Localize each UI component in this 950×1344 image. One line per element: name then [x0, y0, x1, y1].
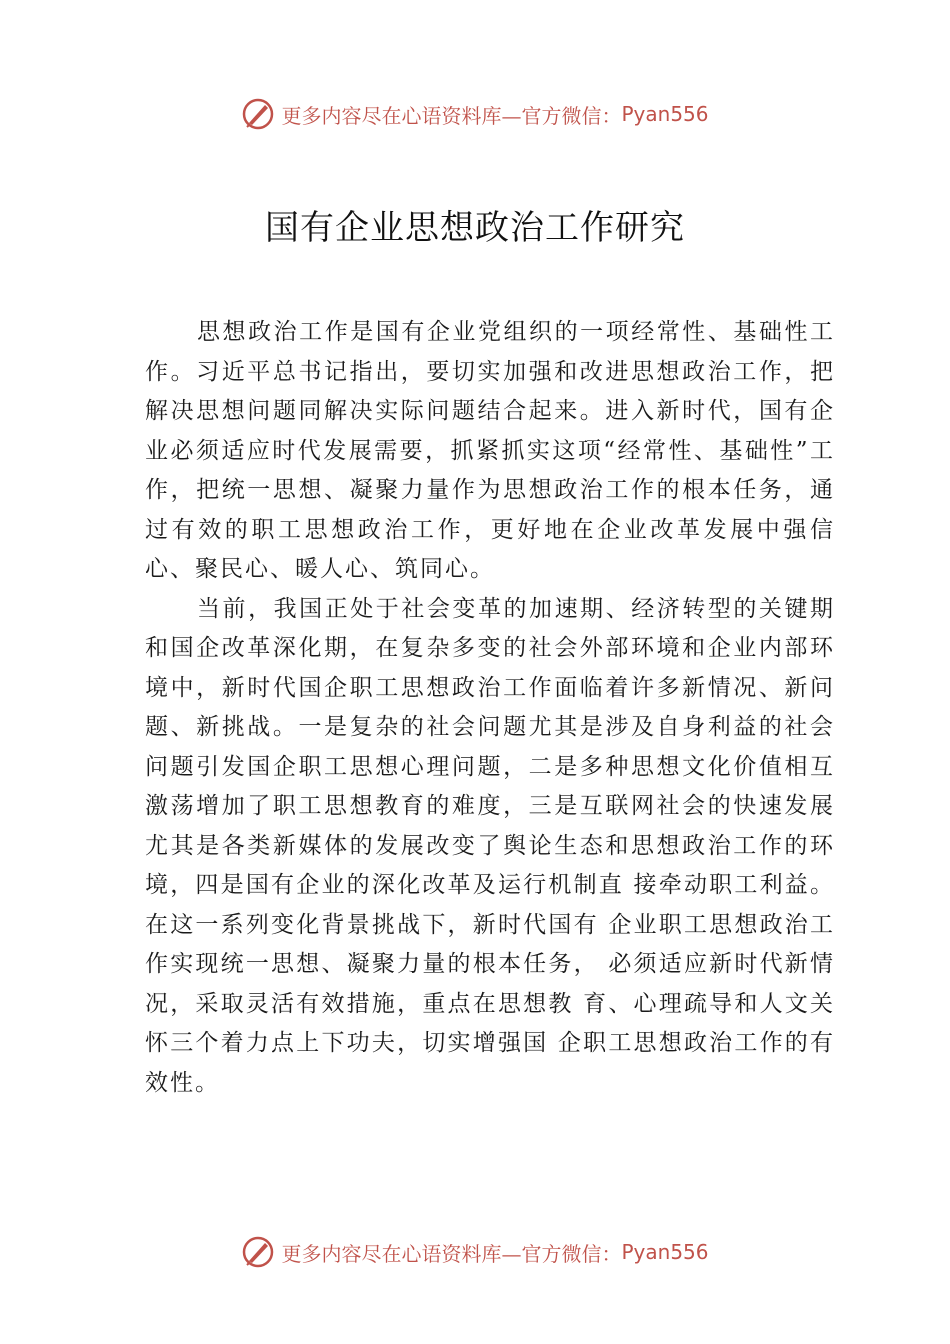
quill-logo-icon [241, 1235, 275, 1269]
header-wechat-id: Pyan556 [621, 102, 709, 126]
footer-banner [0, 1232, 950, 1272]
document-body [145, 313, 835, 1103]
header-banner-text: 更多内容尽在心语资料库—官方微信： [281, 103, 622, 128]
paragraph-2: 当前，我国正处于社会变革的加速期、经济转型的关键期和国企改革深化期，在复杂多变的社会外部环境和企业内部环境中，新时代国企职工思想政治工作面临着许多新情况、新问题、新挑战。一是复杂的社会问题尤其是涉及自身利益的社会问题引发国企职工思想心理问题，二是多种思想文化价值相互激荡增加了职工思想教育的难度，三是互联网社会的快速发展尤其是各类新媒体的发展改变了舆论生态和思想政治工作的环境，四是国有企业的深化改革及运行机制直 接牵动职工利益。在这一系列变化背景挑战下，新时代国有 企业职工思想政治工作实现统一思想、凝聚力量的根本任务， 必须适应新时代新情况，采取灵活有效措施，重点在思想教 育、心理疏导和人文关怀三个着力点上下功夫，切实增强国 企职工思想政治工作的有效性。 [145, 595, 835, 1096]
footer-wechat-id: Pyan556 [621, 1240, 709, 1264]
document-title: 国有企业思想政治工作研究 [265, 208, 685, 248]
paragraph-1: 思想政治工作是国有企业党组织的一项经常性、基础性工作。习近平总书记指出，要切实加强和改进思想政治工作，把解决思想问题同解决实际问题结合起来。进入新时代，国有企业必须适应时代发展需要，抓紧抓实这项“经常性、基础性”工作，把统一思想、凝聚力量作为思想政治工作的根本任务，通过有效的职工思想政治工作，更好地在企业改革发展中强信心、聚民心、暖人心、筑同心。 [145, 319, 835, 582]
header-banner [0, 94, 950, 134]
footer-banner-text: 更多内容尽在心语资料库—官方微信： [281, 1241, 622, 1266]
quill-logo-icon [241, 97, 275, 131]
